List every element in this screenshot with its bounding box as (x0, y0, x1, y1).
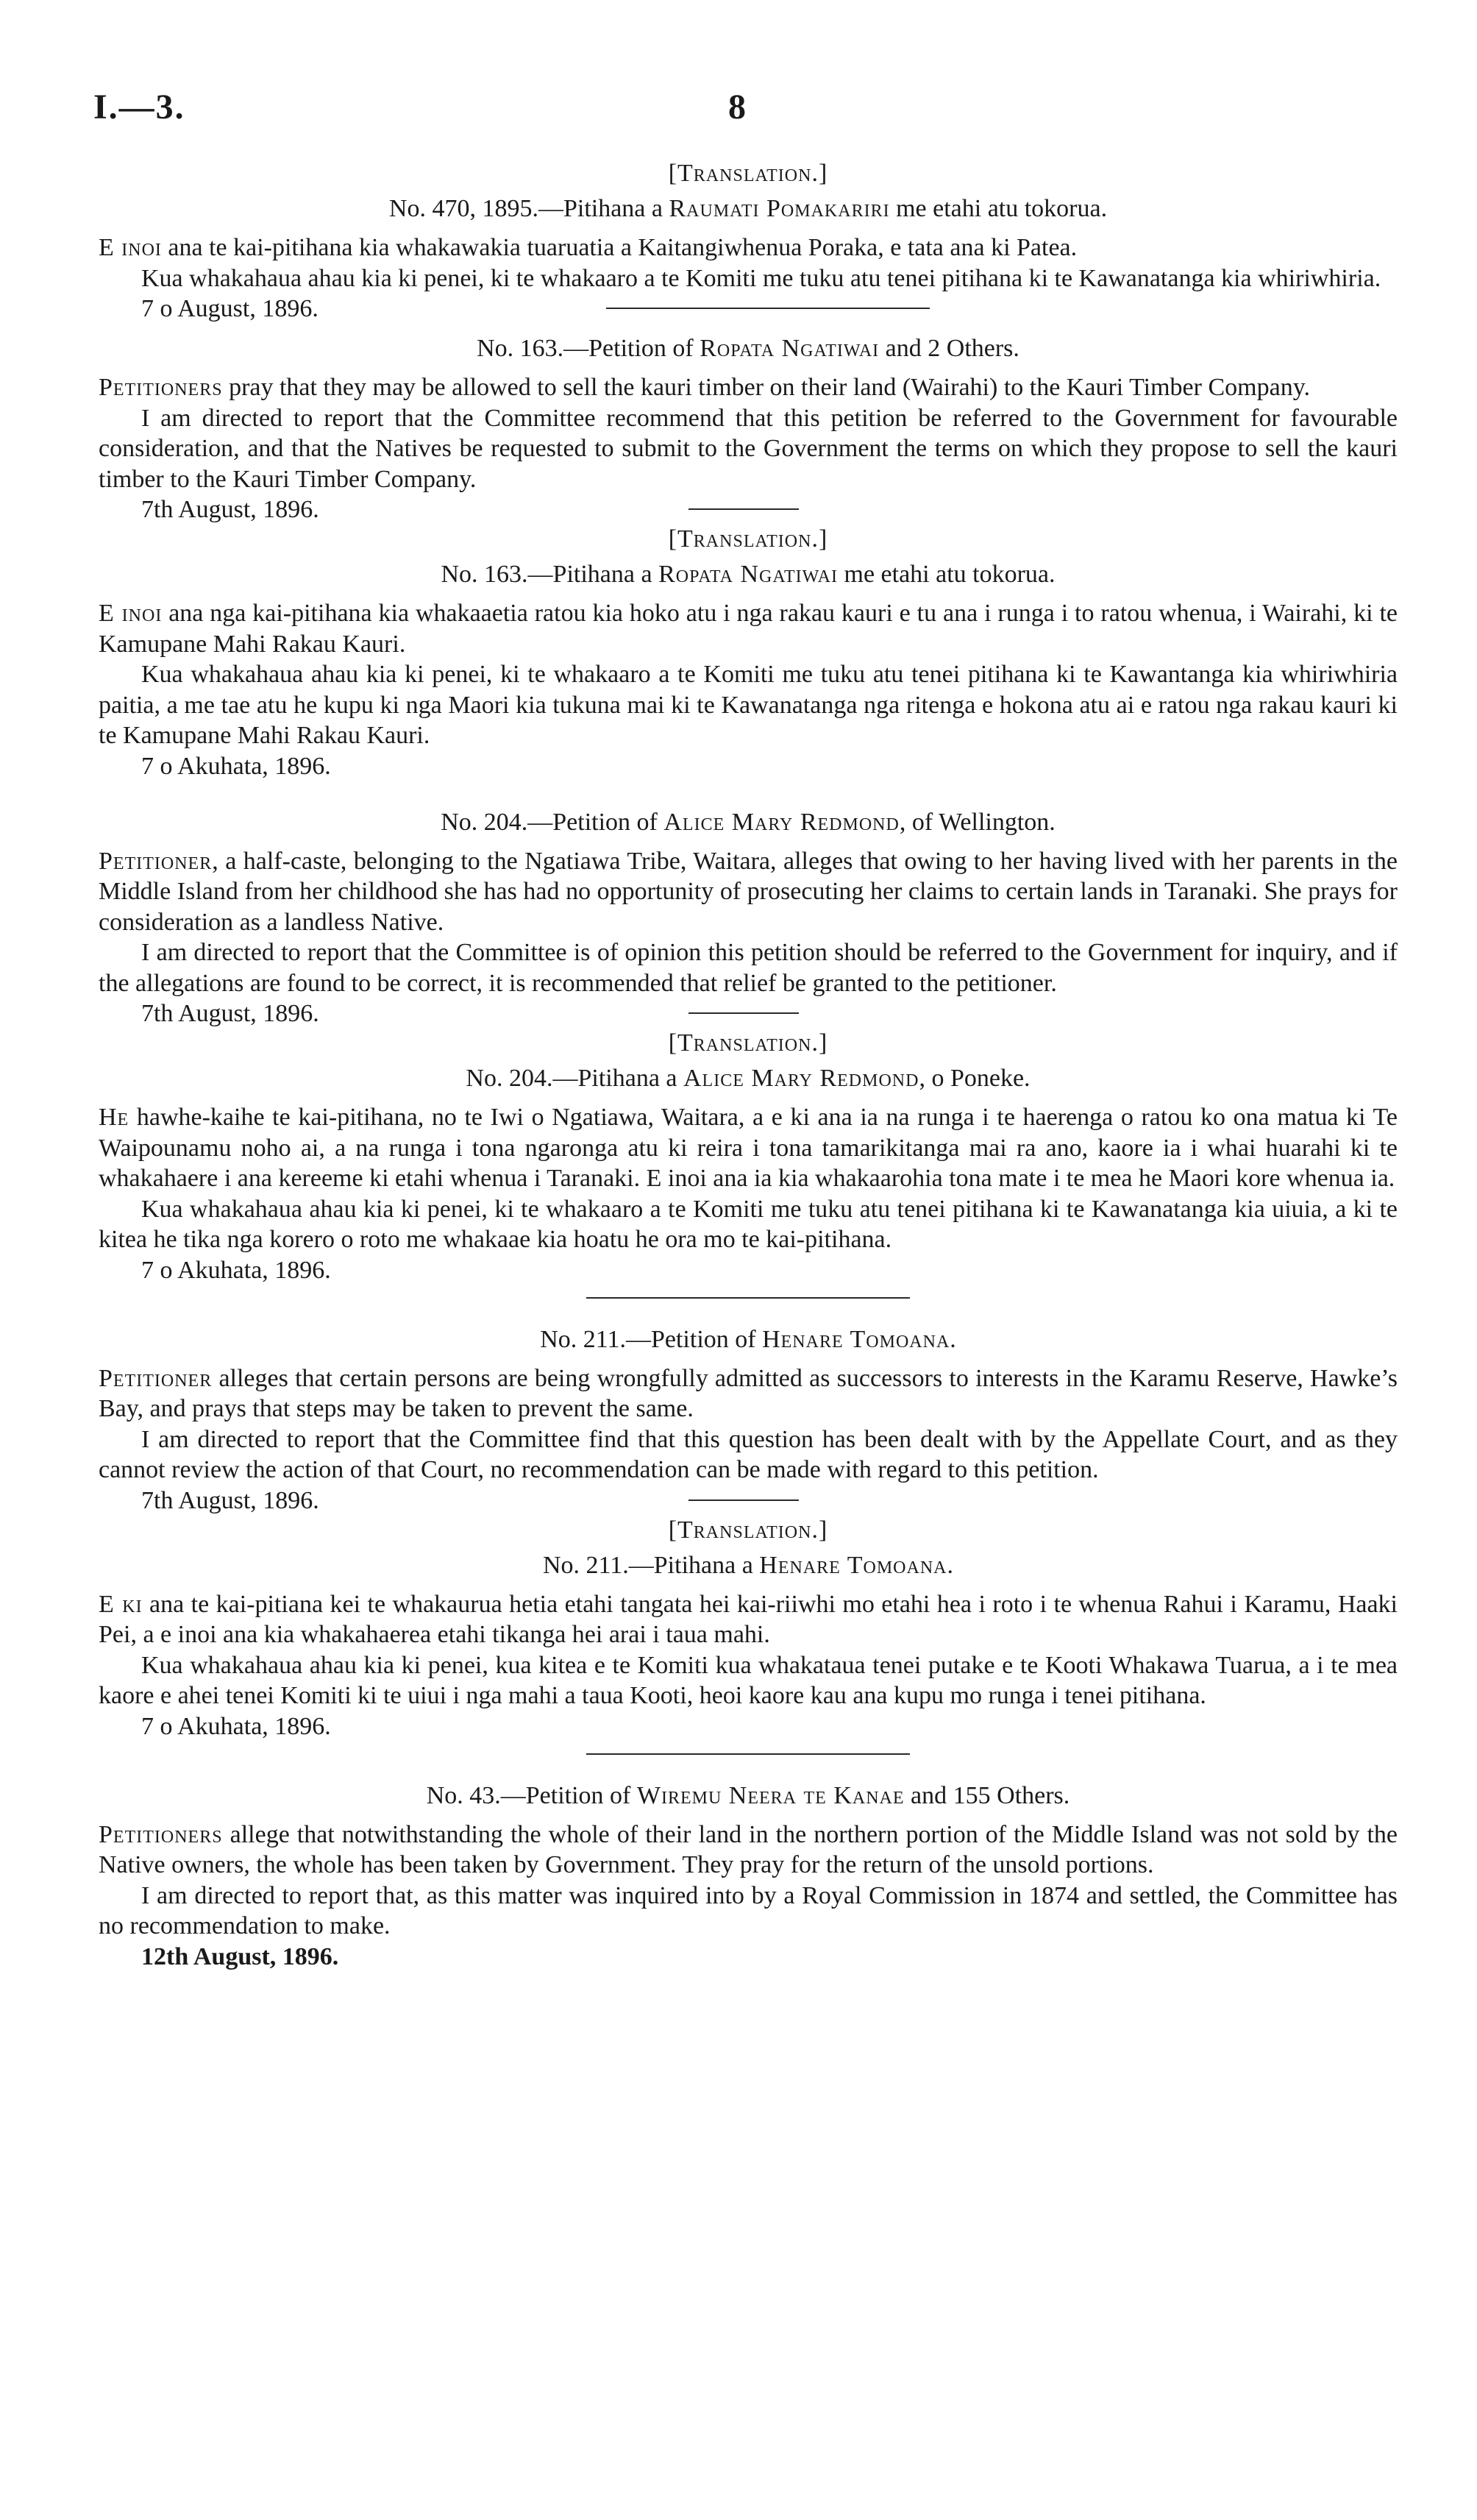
section-divider (688, 1012, 799, 1014)
petition-heading: No. 211.—Petition of Henare Tomoana. (540, 1325, 956, 1353)
petition-prayer: Petitioners pray that they may be allowed to sell the kauri timber on their land (Wairahi) to the Kauri Timber Company. (99, 374, 1310, 401)
report-date: 12th August, 1896. (141, 1942, 339, 1970)
section-divider (606, 308, 930, 309)
translation-label: [Translation.] (668, 1516, 828, 1544)
section-divider (688, 1499, 799, 1501)
report-date: 7th August, 1896. (141, 1000, 319, 1027)
petitioner-name: Alice Mary Redmond (663, 808, 900, 836)
report-date: 7th August, 1896. (141, 1486, 319, 1514)
petition-prayer: E ki ana te kai-pitiana kei te whakaurua hetia etahi tangata hei kai-riiwhi mo etahi hea i roto i te whenua Rahui i Karamu, Haaki Pei, a e inoi ana kia whakahaerea etahi tikanga hei arai i taua mahi. (99, 1590, 1398, 1648)
petition-163 (99, 333, 1398, 525)
petition-163-translation (99, 523, 1398, 781)
petition-heading: No. 211.—Pitihana a Henare Tomoana. (542, 1551, 953, 1579)
petition-204 (99, 806, 1398, 1029)
committee-report: Kua whakahaua ahau kia ki penei, ki te whakaaro a te Komiti me tuku atu tenei pitihana ki te Kawanatanga kia uiuia, a ki te kitea he tika nga korero o roto me whakaae kia hoatu he ora mo te kai-pitihana. (99, 1195, 1398, 1253)
report-date: 7th August, 1896. (141, 496, 319, 523)
report-date: 7 o Akuhata, 1896. (141, 752, 331, 780)
petition-prayer: E inoi ana te kai-pitihana kia whakawakia tuaruatia a Kaitangiwhenua Poraka, e tata ana ki Patea. (99, 234, 1078, 261)
committee-report: I am directed to report that the Committee find that this question has been dealt with by the Appellate Court, and as they cannot review the action of that Court, no recommendation can be made with regard to this petition. (99, 1425, 1398, 1483)
petitioner-name: Henare Tomoana (762, 1325, 950, 1353)
section-divider (586, 1297, 910, 1299)
committee-report: I am directed to report that the Committee recommend that this petition be referred to the Government for favourable consideration, and that the Natives be requested to submit to the Government the terms on which they propose to sell the kauri timber to the Kauri Timber Company. (99, 404, 1398, 493)
petitioner-name: Ropata Ngatiwai (658, 561, 838, 588)
petition-heading: No. 43.—Petition of Wiremu Neera te Kanae and 155 Others. (426, 1781, 1070, 1809)
petition-prayer: Petitioner, a half-caste, belonging to the Ngatiawa Tribe, Waitara, alleges that owing to her having lived with her parents in the Middle Island from her childhood she has had no opportunity of prosecuting her claims to certain lands in Taranaki. She prays for consideration as a landless Native. (99, 847, 1398, 936)
petitioner-name: Raumati Pomakariri (669, 195, 890, 222)
petition-heading: No. 163.—Petition of Ropata Ngatiwai and 2 Others. (477, 335, 1019, 362)
petitioner-name: Alice Mary Redmond (683, 1065, 919, 1092)
petition-prayer: He hawhe-kaihe te kai-pitihana, no te Iwi o Ngatiawa, Waitara, a e ki ana ia na runga i te haerenga o ratou ko ona matua ki Te Waipounamu noho ai, a na runga i tona ngaronga atu ki reira i tona tamarikitanga mai ra ano, kaore ia i whai huarahi ki te whakahaere i ana kereeme ki etahi whenua i Taranaki. E inoi ana ia kia whakaarohia tona mate i te mea he Maori kore whenua ia. (99, 1104, 1398, 1192)
translation-label: [Translation.] (668, 1029, 828, 1057)
document-body (99, 157, 1398, 1972)
petition-211-translation (99, 1514, 1398, 1742)
petition-heading: No. 204.—Petition of Alice Mary Redmond, of Wellington. (441, 808, 1056, 836)
committee-report: I am directed to report that, as this matter was inquired into by a Royal Commission in 1874 and settled, the Committee has no recommendation to make. (99, 1881, 1398, 1939)
translation-label: [Translation.] (668, 160, 828, 187)
petitioner-name: Henare Tomoana (759, 1551, 947, 1579)
committee-report: Kua whakahaua ahau kia ki penei, ki te whakaaro a te Komiti me tuku atu tenei pitihana ki te Kawantanga kia whiriwhiria paitia, a me tae atu he kupu ki nga Maori kia tukuna mai ki te Kawanatanga nga ritenga e hokona atu ai e ratou nga rakau kauri ki te Kamupane Mahi Rakau Kauri. (99, 661, 1398, 749)
section-divider (688, 508, 799, 510)
committee-report: Kua whakahaua ahau kia ki penei, kua kitea e te Komiti kua whakataua tenei putake e te Kooti Whakawa Tuarua, a i te mea kaore e ahei tenei Komiti ki te uiui i nga mahi a taua Kooti, heoi kaore kau ana kupu mo runga i tenei pitihana. (99, 1651, 1398, 1709)
section-divider (586, 1753, 910, 1755)
report-date: 7 o Akuhata, 1896. (141, 1256, 331, 1284)
petitioner-name: Ropata Ngatiwai (700, 335, 880, 362)
running-head (0, 87, 1477, 131)
translation-label: [Translation.] (668, 525, 828, 553)
petition-heading: No. 163.—Pitihana a Ropata Ngatiwai me etahi atu tokorua. (441, 561, 1056, 588)
committee-report: Kua whakahaua ahau kia ki penei, ki te whakaaro a te Komiti me tuku atu tenei pitihana ki te Kawanatanga kia whiriwhiria. (141, 264, 1381, 292)
petition-204-translation (99, 1027, 1398, 1285)
petition-prayer: E inoi ana nga kai-pitihana kia whakaaetia ratou kia hoko atu i nga rakau kauri e tu ana i runga i to ratou whenua, i Wairahi, ki te Kamupane Mahi Rakau Kauri. (99, 600, 1398, 658)
page-number: 8 (728, 88, 746, 127)
report-date: 7 o August, 1896. (141, 295, 318, 322)
petition-43 (99, 1780, 1398, 1972)
committee-report: I am directed to report that the Committee is of opinion this petition should be referred to the Government for inquiry, and if the allegations are found to be correct, it is recommended that relief be granted to the petitioner. (99, 939, 1398, 997)
petition-heading: No. 204.—Pitihana a Alice Mary Redmond, o Poneke. (466, 1065, 1031, 1092)
petition-211 (99, 1324, 1398, 1516)
page-identifier: I.—3. (93, 88, 185, 127)
petition-heading: No. 470, 1895.—Pitihana a Raumati Pomakariri me etahi atu tokorua. (388, 195, 1108, 222)
petition-470-translation (99, 157, 1398, 324)
petition-prayer: Petitioner alleges that certain persons are being wrongfully admitted as successors to interests in the Karamu Reserve, Hawke’s Bay, and prays that steps may be taken to prevent the same. (99, 1364, 1398, 1422)
petitioner-name: Wiremu Neera te Kanae (636, 1781, 905, 1809)
petition-prayer: Petitioners allege that notwithstanding the whole of their land in the northern portion of the Middle Island was not sold by the Native owners, the whole has been taken by Government. They pray for the return of the unsold portions. (99, 1820, 1398, 1878)
report-date: 7 o Akuhata, 1896. (141, 1712, 331, 1740)
